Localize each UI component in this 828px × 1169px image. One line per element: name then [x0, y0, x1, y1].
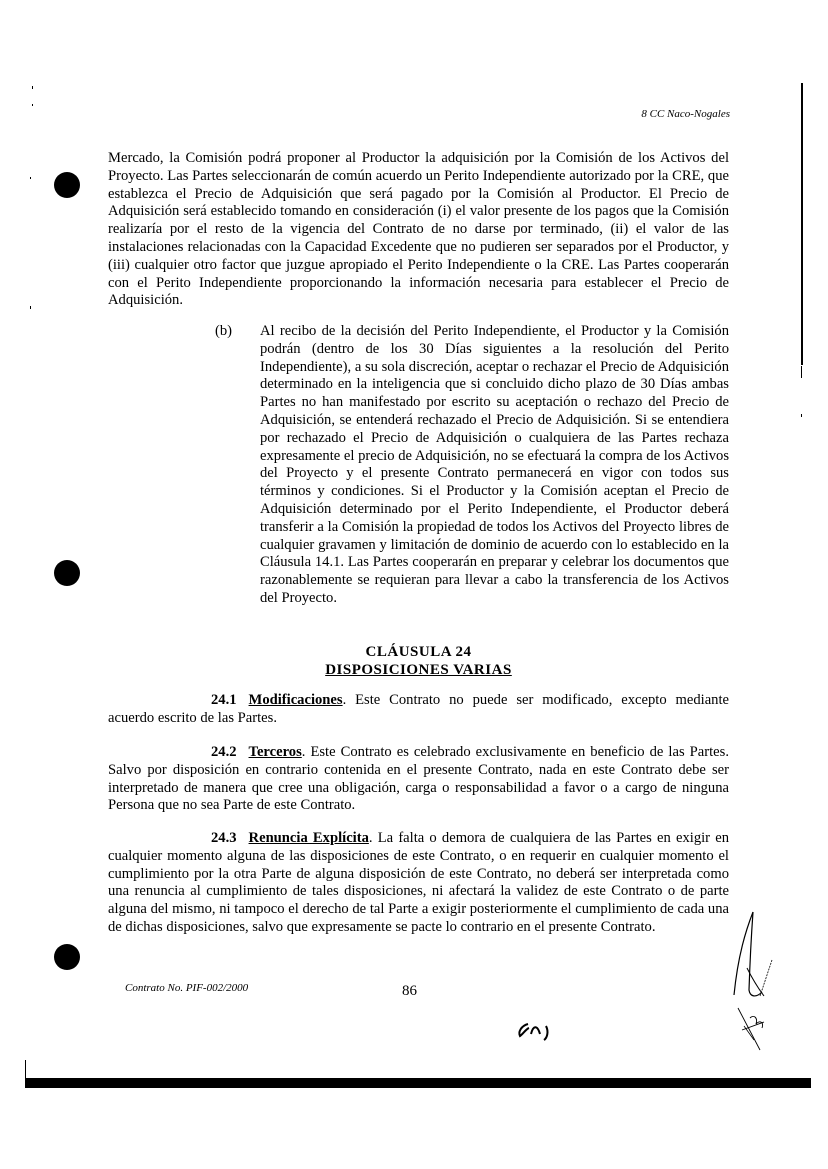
- section-24-1: [108, 692, 729, 728]
- section-number: 24.2: [211, 744, 237, 760]
- section-heading: Terceros: [248, 744, 302, 760]
- scan-border-left: [25, 1060, 26, 1080]
- punch-hole: [54, 560, 80, 586]
- section-24-3: [108, 830, 729, 937]
- punch-hole: [54, 172, 80, 198]
- scan-speck: [801, 366, 802, 378]
- punch-hole: [54, 944, 80, 970]
- page-number: 86: [402, 983, 417, 999]
- scan-border-bottom: [25, 1078, 811, 1088]
- section-heading: Modificaciones: [248, 692, 343, 708]
- scan-speck: [32, 86, 33, 89]
- handwritten-signature: [720, 900, 800, 1060]
- section-24-2: [108, 744, 729, 815]
- scan-edge-line: [801, 83, 803, 365]
- section-heading: Renuncia Explícita: [248, 830, 369, 846]
- list-item-text: Al recibo de la decisión del Perito Independiente, el Productor y la Comisión podrán (dentro de los 30 Días siguientes a la resolución del Perito Independiente), a su sola discreción, aceptar o rechazar el Precio de Adquisición determinado en la inteligencia que si concluido dicho plazo de 30 Días ambas Partes no han manifestado por escrito su aceptación o rechazo del Precio de Adquisición, se entenderá rechazado el Precio de Adquisición. Si se entendiera por rechazado el Precio de Adquisición o cualquiera de las Partes rechaza expresamente el precio de Adquisición, no se efectuará la compra de los Activos del Proyecto y el presente Contrato permanecerá en vigor con todos sus términos y condiciones. Si el Productor y la Comisión aceptan el Precio de Adquisición determinado por el Perito Independiente, el Productor deberá transferir a la Comisión la propiedad de todos los Activos del Proyecto libres de cualquier gravamen y limitación de dominio de acuerdo con lo establecido en la Cláusula 14.1. Las Partes cooperarán en preparar y celebrar los documentos que razonablemente se requieran para llevar a cabo la transferencia de los Activos del Proyecto.: [260, 323, 729, 606]
- scan-speck: [30, 177, 31, 179]
- clause-subtitle: DISPOSICIONES VARIAS: [325, 662, 512, 678]
- clause-heading: [108, 643, 729, 679]
- section-text: . Este Contrato es celebrado exclusivamente en beneficio de las Partes. Salvo por disposición en contrario contenida en el presente Contrato, nada en este Contrato debe ser interpretado de manera que cree una obligación, carga o responsabilidad a favor o a cargo de ninguna Persona que no sea Parte de este Contrato.: [108, 744, 729, 814]
- document-reference: 8 CC Naco-Nogales: [641, 108, 730, 120]
- list-item-label: (b): [215, 323, 233, 339]
- scan-speck: [32, 104, 33, 106]
- section-text: . Este Contrato no puede ser modificado, excepto mediante acuerdo escrito de las Partes.: [108, 692, 729, 726]
- scan-speck: [801, 414, 802, 417]
- handwritten-initials: [515, 1018, 565, 1048]
- section-number: 24.1: [211, 692, 237, 708]
- intro-paragraph: Mercado, la Comisión podrá proponer al Productor la adquisición por la Comisión de los Activos del Proyecto. Las Partes seleccionarán de común acuerdo un Perito Independiente autorizado por la CRE, que establezca el Precio de Adquisición que será pagado por la Comisión al Productor. El Precio de Adquisición será establecido tomando en consideración (i) el valor presente de los pagos que la Comisión realizaría por el resto de la vigencia del Contrato de no darse por terminado, (ii) el valor de las instalaciones relacionadas con la Capacidad Excedente que no pudieren ser separados por el Productor, y (iii) cualquier otro factor que juzgue apropiado el Perito Independiente o la CRE. Las Partes cooperarán con el Perito Independiente proporcionando la información necesaria para establecer el Precio de Adquisición.: [108, 150, 729, 309]
- contract-number: Contrato No. PIF-002/2000: [125, 982, 249, 994]
- section-text: . La falta o demora de cualquiera de las Partes en exigir en cualquier momento alguna de las disposiciones de este Contrato, o en requerir en cualquier momento el cumplimiento por la otra Parte de alguna disposición de este Contrato, no deberá ser interpretada como una renuncia al cumplimiento de tales disposiciones, ni afectará la validez de este Contrato o de parte alguna del mismo, ni tampoco el derecho de tal Parte a exigir posteriormente el cumplimiento de cada una de dichas disposiciones, salvo que expresamente se pacte lo contrario en el presente Contrato.: [108, 830, 729, 935]
- section-number: 24.3: [211, 830, 237, 846]
- clause-title: CLÁUSULA 24: [365, 644, 472, 660]
- scan-speck: [30, 306, 31, 309]
